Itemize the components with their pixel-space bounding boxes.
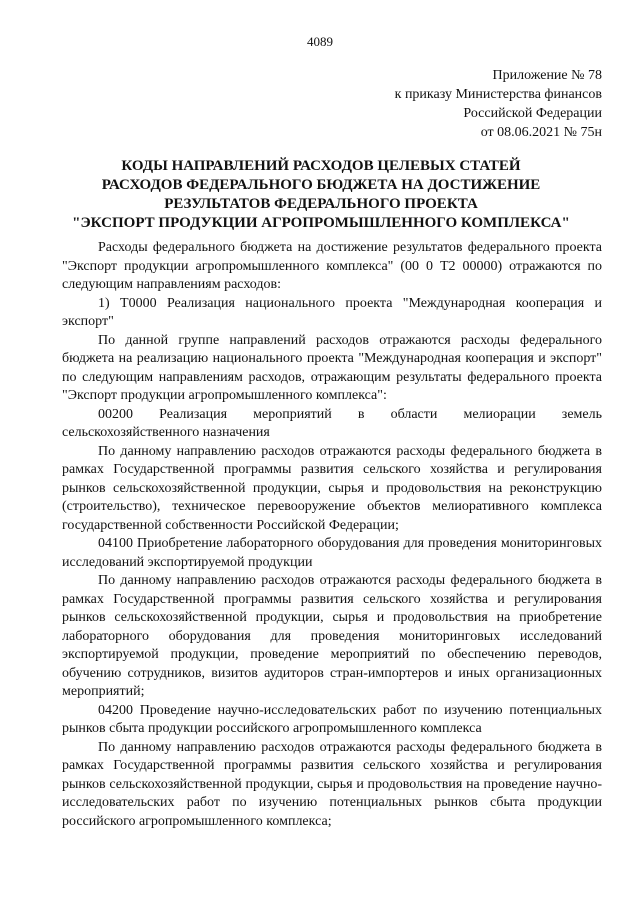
body-paragraph: 1) Т0000 Реализация национального проекта "Международная кооперация и экспорт" [62, 295, 602, 329]
page-number: 4089 [307, 34, 333, 49]
body-paragraph: 04100 Приобретение лабораторного оборудования для проведения мониторинговых исследований экспортируемой продукции [62, 536, 602, 570]
document-body [62, 239, 602, 831]
title-line: КОДЫ НАПРАВЛЕНИЙ РАСХОДОВ ЦЕЛЕВЫХ СТАТЕЙ [121, 158, 521, 174]
body-paragraph: По данному направлению расходов отражаются расходы федерального бюджета в рамках Государственной программы развития сельского хозяйства и регулирования рынков сельскохозяйственной продукции, сырья и продовольствия на приобретение лабораторного оборудования для проведения мониторинговых исследований экспортируемой продукции, проведение мероприятий по обеспечению переводов, обучению сотрудников, визитов аудиторов стран-импортеров и иных организационных мероприятий; [62, 573, 602, 699]
title-line: РАСХОДОВ ФЕДЕРАЛЬНОГО БЮДЖЕТА НА ДОСТИЖЕНИЕ [101, 177, 541, 193]
appendix-line: от 08.06.2021 № 75н [480, 125, 602, 140]
appendix-line: Приложение № 78 [492, 68, 602, 83]
document-title [40, 157, 602, 233]
title-line: "ЭКСПОРТ ПРОДУКЦИИ АГРОПРОМЫШЛЕННОГО КОМПЛЕКСА" [72, 215, 570, 231]
appendix-reference [342, 66, 602, 142]
appendix-line: к приказу Министерства финансов [394, 87, 602, 102]
body-paragraph: По данному направлению расходов отражаются расходы федерального бюджета в рамках Государственной программы развития сельского хозяйства и регулирования рынков сельскохозяйственной продукции, сырья и продовольствия на проведение научно-исследовательских работ по изучению потенциальных рынков сбыта продукции российского агропромышленного комплекса; [62, 739, 602, 829]
body-paragraph: 00200 Реализация мероприятий в области мелиорации земель сельскохозяйственного назначения [62, 406, 602, 440]
body-paragraph: 04200 Проведение научно-исследовательских работ по изучению потенциальных рынков сбыта продукции российского агропромышленного комплекса [62, 702, 602, 736]
body-paragraph: Расходы федерального бюджета на достижение результатов федерального проекта "Экспорт продукции агропромышленного комплекса" (00 0 Т2 00000) отражаются по следующим направлениям расходов: [62, 240, 602, 292]
appendix-line: Российской Федерации [463, 106, 602, 121]
title-line: РЕЗУЛЬТАТОВ ФЕДЕРАЛЬНОГО ПРОЕКТА [164, 196, 478, 212]
body-paragraph: По данному направлению расходов отражаются расходы федерального бюджета в рамках Государственной программы развития сельского хозяйства и регулирования рынков сельскохозяйственной продукции, сырья и продовольствия на реконструкцию (строительство), техническое перевооружение объектов мелиоративного комплекса государственной собственности Российской Федерации; [62, 443, 602, 533]
body-paragraph: По данной группе направлений расходов отражаются расходы федерального бюджета на реализацию национального проекта "Международная кооперация и экспорт" по следующим направлениям расходов, отражающим результаты федерального проекта "Экспорт продукции агропромышленного комплекса": [62, 332, 602, 403]
